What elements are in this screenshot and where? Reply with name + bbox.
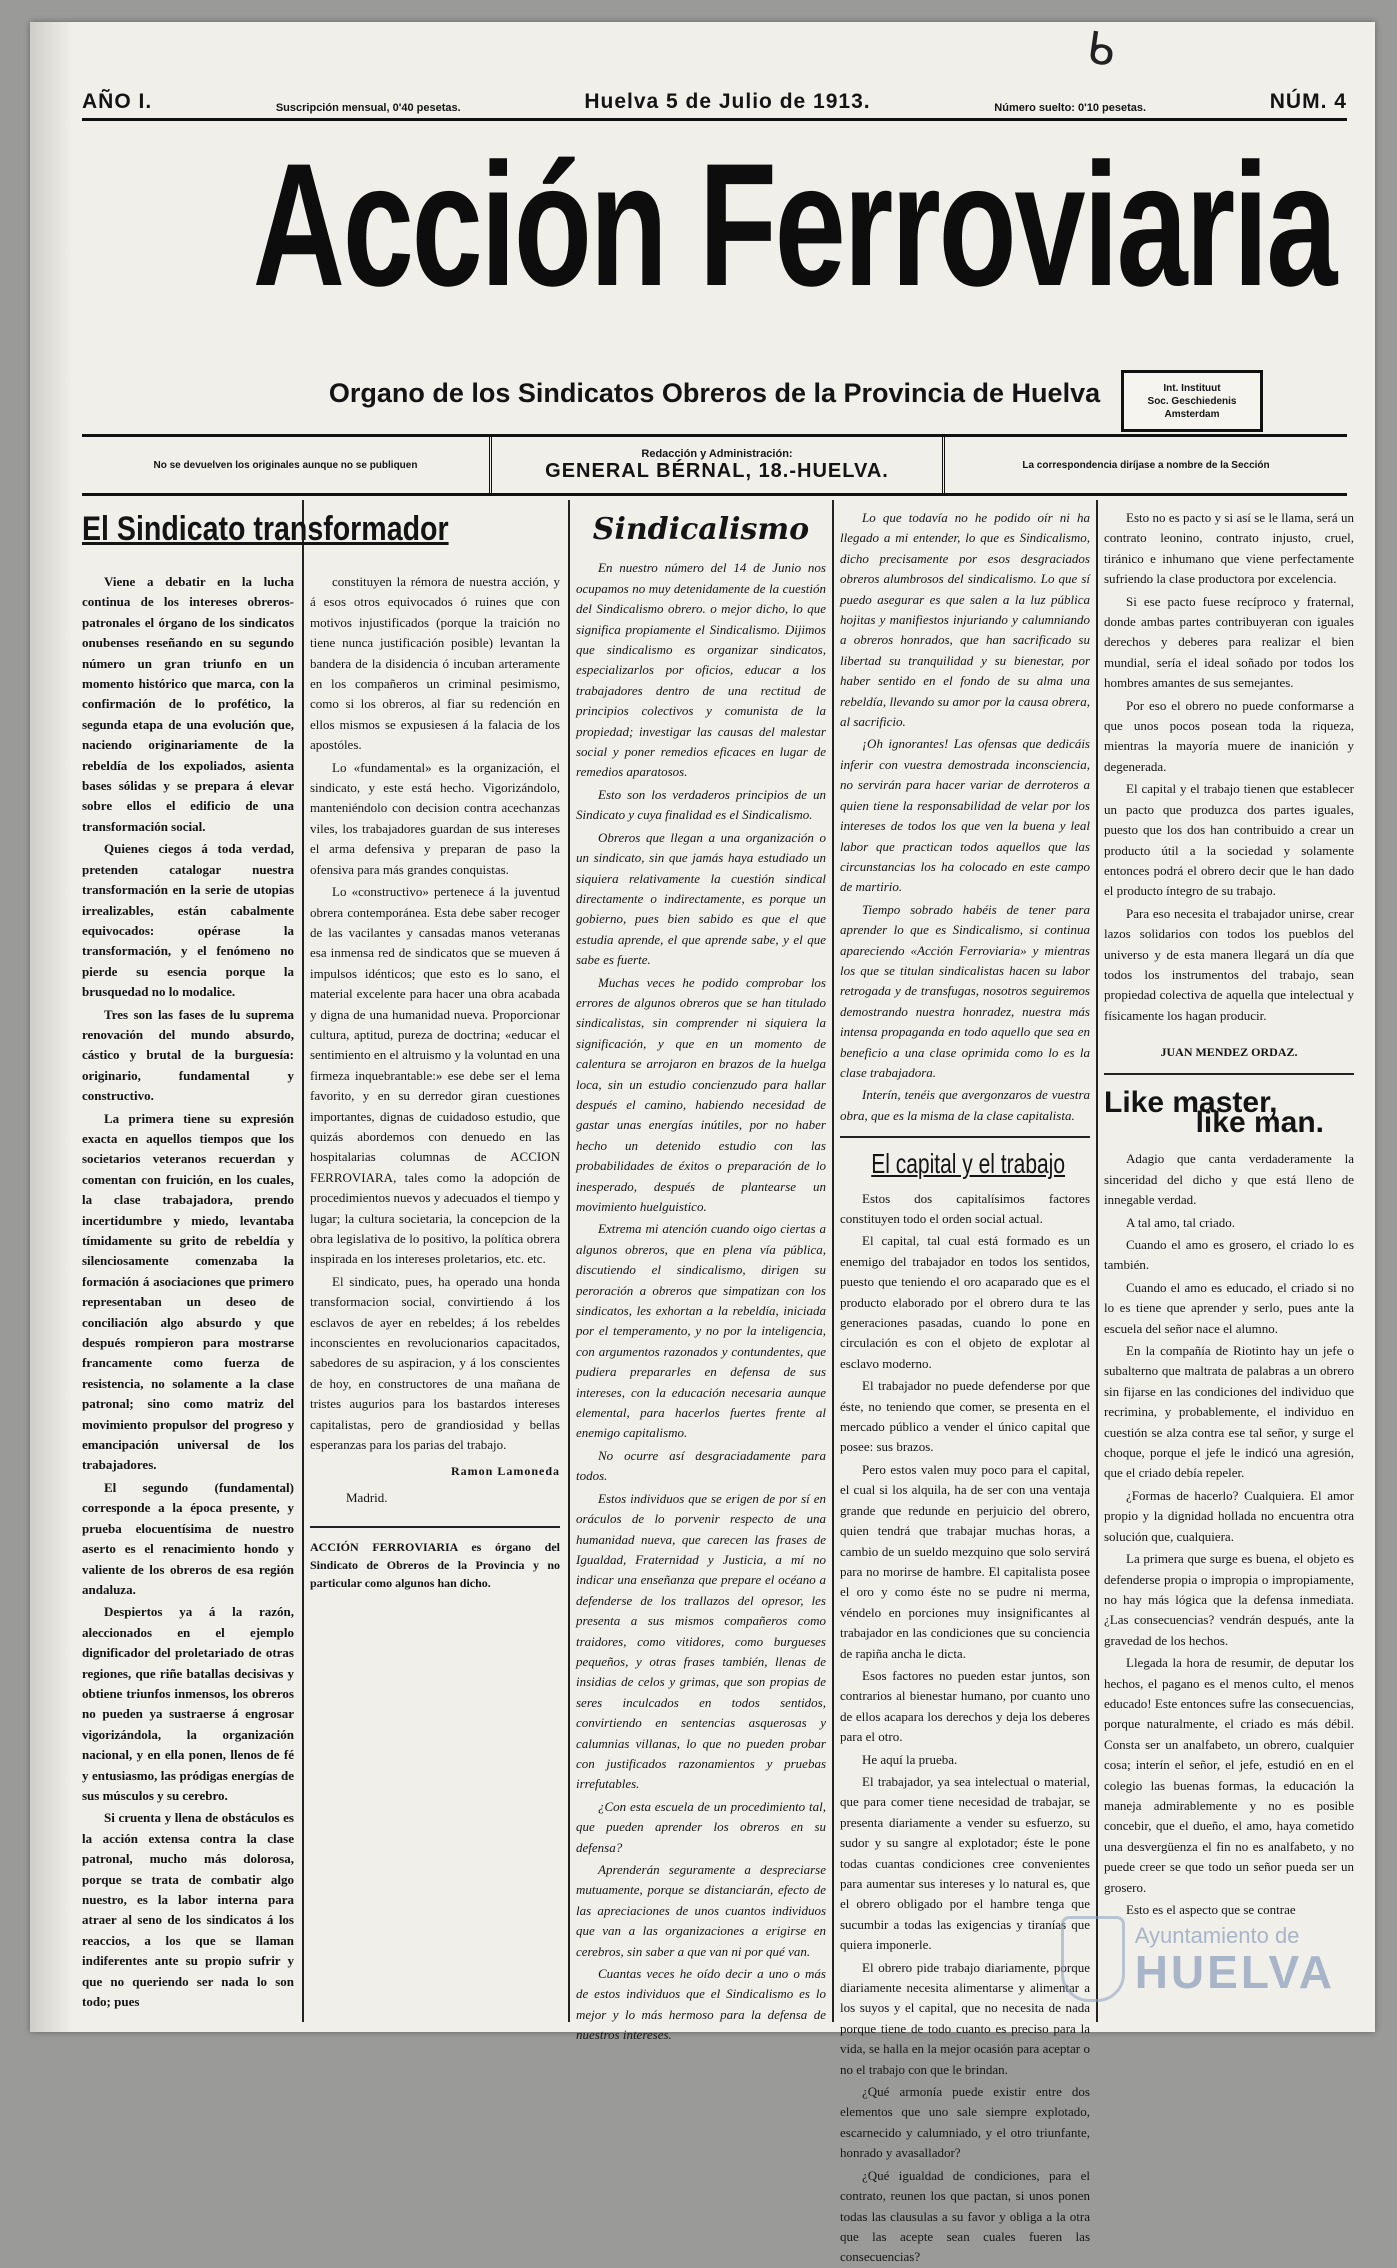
column-rule [568, 500, 570, 2022]
stamp-line: Soc. Geschiedenis [1147, 395, 1237, 407]
article-1-paragraph: constituyen la rémora de nuestra acción, y á esos otros equivocados ó ruines que con motivos injustificados (porque la traición no tiene nunca justificación posible) levantan la bandera de la disidencia ó incuban arteramente en los compañeros un criminal pesimismo, como si los obreros, al fiar su redención en ellos mismos se expusiesen á la falacia de los apostóles. [310, 574, 560, 753]
column-1 [82, 572, 294, 2022]
newspaper-page [30, 22, 1375, 2265]
stamp-line: Int. Instituut [1163, 382, 1221, 394]
column-4 [840, 508, 1090, 2265]
article-3-paragraph: He aquí la prueba. [862, 1751, 958, 1767]
archive-watermark [1061, 1916, 1335, 2002]
article-1-paragraph: Tres son las fases de lu suprema renovación del mundo absurdo, cástico y brutal de la burguesía: originario, fundamental y constructivo. [82, 1006, 294, 1104]
article-2-paragraph: Obreros que llegan a una organización o un sindicato, sin que jamás haya estudiado un siquiera relativamente la cuestión sindical directamente o indirectamente, es porque un gobierno, pues bien sabido es que el que estudia aprende, el que aprende sabe, y el que sabe es fuerte. [576, 829, 826, 968]
article-4-title-line-1: Like master, [1104, 1085, 1278, 1119]
article-1-heading-block [82, 508, 562, 568]
article-1-paragraph: El sindicato, pues, ha operado una honda transformacion social, convirtiendo á los esclavos de ayer en rebeldes; á los rebeldes inconscientes en revolucionarios capacitados, sabedores de su aspiracion, y á los conscientes de hoy, en constructores de una mañana de tristes augurios para los bastardos intereses capitalistas, pero de grandiosidad y bellas esperanzas para los parias del trabajo. [310, 1273, 560, 1453]
section-divider [310, 1526, 560, 1528]
article-2-paragraph: No ocurre así desgraciadamente para todos. [576, 1447, 826, 1484]
article-3-paragraph: El capital y el trabajo tienen que establecer un pacto que produzca dos partes iguales, puesto que los dos han contribuido a crear un producto útil a la sociedad y solamente entonces podrá el obrero decir que le han dado el producto íntegro de su trabajo. [1104, 781, 1354, 899]
issue-date: Huelva 5 de Julio de 1913. [584, 90, 871, 113]
column-rule [302, 500, 304, 2022]
article-1-paragraph: Si cruenta y llena de obstáculos es la acción extensa contra la clase patronal, mucho más dolorosa, porque se trata de combatir algo nuestro, es la labor interna para atraer al seno de los sindicatos á los reaccios, a los que se llaman indiferentes ante su propio sufrir y que no queriendo ser nada lo son todo; pues [82, 1810, 294, 2010]
article-2-paragraph: Cuantas veces he oído decir a uno o más de estos individuos que el Sindicalismo es lo mejor y lo más hermoso para la defensa de nuestros intereses. [576, 1966, 826, 2043]
issue-number: NÚM. 4 [1269, 90, 1347, 113]
article-3-paragraph: ¿Qué armonía puede existir entre dos elementos que uno sale siempre explotado, escarnecido y calumniado, y el otro triunfante, honrado y avasallador? [840, 2084, 1090, 2161]
watermark-line-2: HUELVA [1134, 1946, 1335, 1998]
editorial-street: GENERAL BÉRNAL, 18.-HUELVA. [545, 459, 889, 482]
article-3-paragraph: Pero estos valen muy poco para el capital, el cual si los alquila, ha de ser con una ventaja grande que redunde en perjuicio del obrero, quien tendrá que trabajar muchas horas, a cambio de un sueldo mezquino que solo servirá para no morirse de hambre. El capitalista posee el oro y como éste no se pudre ni merma, véndelo en porciones muy insignificantes al trabajador en las condiciones que su conciencia de rapiña ancha le dicta. [840, 1461, 1090, 1661]
article-2-paragraph: ¡Oh ignorantes! Las ofensas que dedicáis inferir con vuestra demostrada inconsciencia, no servirán para hacer variar de derroteros a quien tiene la responsabilidad de velar por los intereses de todos los que ven la buena y leal labor que practican todos aquellos que las circunstancias los ha colocado en este campo de martirio. [840, 736, 1090, 895]
article-3-signature: JUAN MENDEZ ORDAZ. [1160, 1045, 1298, 1060]
article-1-paragraph: Lo «constructivo» pertenece á la juventud obrera contemporánea. Esta debe saber recoger de las vacilantes y cansadas manos veteranas esa inmensa red de sindicatos que se mueven á impulsos idénticos; que esto es lo sano, el material excelente para hacer una obra acabada y digna de una humanidad nueva. Proporcionar cultura, aptitud, pureza de doctrina; «educar el sentimiento en el altruismo y la voluntad en una firmeza inquebrantable:» ese debe ser el lema favorito, y en su derredor giran cuestiones importantes, dignas de cuidadoso estudio, que quizás abordemos con denuedo en las hospitalarias columnas de ACCION FERROVIARA, tales como la adopción de procedimientos nuevos y adecuados el tiempo y lugar; la cultura societaria, la concepcion de la obra legislativa de lo positivo, la política obrera inspirada en los intereses proletarios, etc. etc. [310, 884, 560, 1267]
masthead-title: Acción Ferroviaria [252, 128, 1336, 323]
article-3-paragraph: El trabajador no puede defenderse por que éste, no teniendo que comer, se presenta en el mercado público a vender el único capital que posee: sus brazos. [840, 1378, 1090, 1455]
article-4-paragraph: Cuando el amo es educado, el criado si no lo es tiene que aprender y serlo, pues ante la escuela del señor nace el alumno. [1104, 1279, 1354, 1336]
editorial-address [492, 437, 945, 493]
single-number-price: Número suelto: 0'10 pesetas. [994, 102, 1147, 114]
column-rule [1096, 500, 1098, 2022]
header-line [82, 80, 1347, 121]
article-1-paragraph: Quienes ciegos á toda verdad, pretenden catalogar nuestra transformación en la serie de utopias irrealizables, están cabalmente equivocados: opérase la transformación, y el fenómeno no pierde su esencia porque la brusquedad no lo modalice. [82, 841, 294, 1000]
article-2-paragraph: ¿Con esta escuela de un procedimiento tal, que pueden aprender los obreros en su defensa? [576, 1798, 826, 1855]
column-rule [832, 500, 834, 2022]
column-5 [1104, 508, 1354, 2022]
watermark-line-1: Ayuntamiento de [1134, 1923, 1300, 1948]
article-4-paragraph: Cuando el amo es grosero, el criado lo es también. [1104, 1237, 1354, 1273]
article-2-paragraph: Tiempo sobrado habéis de tener para aprender lo que es Sindicalismo, si continua apareciendo «Acción Ferroviaria» y mientras los que se titulan sindicalistas hacen su labor retrogada y de transfugas, nosotros seguiremos demostrando nuestra honradez, nuestra más intensa propaganda en todo aquello que sea en beneficio a una clase oprimida como lo es la clase trabajadora. [840, 901, 1090, 1080]
article-4-paragraph: En la compañía de Riotinto hay un jefe o subalterno que maltrata de palabras a un obrero sin fijarse en las condiciones del individuo que recrimina, y probablemente, el individuo en cuestión se alza contra ese tal señor, y surge el choque, porque el jefe le indicó una agresión, que el criado debía repeler. [1104, 1343, 1354, 1481]
article-2-paragraph: Estos individuos que se erigen de por sí en oráculos de lo porvenir respecto de una humanidad nueva, que carecen las frases de Igualdad, Fraternidad y Justicia, a mí no indicar una enseñanza que prepare el océano a defenderse de los trallazos del opresor, les presenta a sus mismos compañeros como traidores, como vitidores, como burgueses pequeños, y otras frases también, llenas de insidias de celos y grimas, que son propias de seres inculcados en todos sentidos, convirtiendo en sentencias asquerosas y calumnias villanas, lo que no pueden probar con justificados razonamientos y pruebas irrefutables. [576, 1490, 826, 1792]
article-3-title: El capital y el trabajo [871, 1148, 1066, 1180]
article-2-paragraph: Muchas veces he podido comprobar los errores de algunos obreros que se han titulado sindicalistas, sin comprender ni siquiera la significación, y que en un momento de calentura se arrojaron en brazos de la huelga loca, sin un estudio concienzudo para hallar después el camino, habiendo necesidad de gastar unas energías inútiles, por no haber hecho un detenido estudio con las probabilidades de éxitos o preparación de lo inesperado, después de plantearse un movimiento huelguistico. [576, 974, 826, 1214]
correspondence-notice: La correspondencia diríjase a nombre de la Sección [1022, 459, 1270, 471]
article-1-paragraph: La primera tiene su expresión exacta en aquellos tiempos que los societarios veteranos recuerdan y comentan con fruición, en los cuales, la clase trabajadora, prendo incertidumbre y miedo, levantaba tímidamente su grito de rebeldía y silenciosamente comenzaba la formación á asociaciones que primero representaban un deseo de conciliación algo absurdo y que después rompieron para mostrarse francamente como fuerza de resistencia, no solamente a la clase patronal; sino como matriz del movimiento propulsor del progreso y emancipación universal de los trabajadores. [82, 1110, 294, 1473]
article-1-signature: Ramon Lamoneda [450, 1464, 560, 1479]
city-crest-icon [1061, 1916, 1125, 2002]
article-4-paragraph: Adagio que canta verdaderamente la sinceridad del dicho y que está lleno de innegable verdad. [1104, 1151, 1354, 1208]
page-edge-shadow [30, 22, 72, 2032]
article-2-paragraph: En nuestro número del 14 de Junio nos ocupamos no muy detenidamente de la cuestión del Sindicalismo obrero. o mejor dicho, lo que significa propiamente el Sindicalismo. Dijimos que sindicalismo es organizar sindicatos, especializarlos por oficios, educar a los trabajadores dentro de una rectitud de principios colectivos y comunista de la propiedad; investigar las causas del malestar social y poner remedios eficaces en lugar de remedios aparatosos. [576, 560, 826, 780]
article-3-paragraph: Estos dos capitalísimos factores constituyen todo el orden social actual. [840, 1190, 1090, 1226]
article-1-place: Madrid. [346, 1489, 388, 1505]
section-divider [840, 1136, 1090, 1138]
editorial-label: Redacción y Administración: [641, 447, 793, 460]
article-4-title-line-2: like man. [1195, 1105, 1324, 1139]
stamp-line: Amsterdam [1164, 408, 1220, 420]
article-1-paragraph: Lo «fundamental» es la organización, el sindicato, y este está hecho. Vigorizándolo, manteniéndolo con decision contra acechanzas viles, los trabajadores guardan de sus intereses el arma defensiva y preparan de paso la ofensiva para más grandes conquistas. [310, 759, 560, 877]
article-1-paragraph: Despiertos ya á la razón, aleccionados en el ejemplo dignificador del proletariado de otras regiones, que riñe batallas decisivas y obtiene triunfos inmensos, los obreros no pueden ya sustraerse á engrosar vigorizándola, la organización nacional, y en ella ponen, llenos de fé y entusiasmo, las pródigas energías de sus músculos y su cerebro. [82, 1604, 294, 1803]
article-3-paragraph: El obrero pide trabajo diariamente, porque diariamente necesita alimentarse y alimentar a los suyos y el capital, que no necesita de nada porque tiene de todo cuanto es preciso para la vida, se halla en la mejor ocasión para aceptar o no el trabajo con que le brindan. [840, 1959, 1090, 2077]
article-2-paragraph: Interín, tenéis que avergonzaros de vuestra obra, que es la misma de la clase capitalista. [840, 1087, 1090, 1123]
article-4-paragraph: Esto es el aspecto que se contrae [1126, 1902, 1296, 1917]
article-4-paragraph: Llegada la hora de resumir, de deputar los hechos, el pagano es el menos culto, el menos educado! Este entonces sufre las consecuencias, porque naturalmente, el criado es más débil. Consta ser un analfabeto, un obrero, cualquier cosa; interín el señor, el jefe, estudió en en el colegio las buenas formas, la educación la maneja admirablemente y no es posible concebir, que el dueño, el amo, haya cometido una desvergüenza el fin no es analfabeto, y no puede creer se que todo un señor pueda ser un grosero. [1104, 1655, 1354, 1895]
article-3-paragraph: Si ese pacto fuese recíproco y fraternal, donde ambas partes contribuyeran con iguales derechos y deberes para realizar el bien mundial, sería el ideal soñado por todos los hombres amantes de sus semejantes. [1104, 593, 1354, 691]
column-2 [310, 572, 560, 2022]
article-2-title: Sindicalismo [592, 512, 810, 547]
article-4-paragraph: A tal amo, tal criado. [1126, 1214, 1236, 1230]
column-3 [576, 508, 826, 2043]
article-3-paragraph: Para eso necesita el trabajador unirse, crear lazos solidarios con todos los pueblos del universo y de esta manera llegará un día que todos los instrumentos del trabajo, sean propiedad colectiva de aquella que intelectual y físicamente los hagan producir. [1104, 905, 1354, 1023]
year-label: AÑO I. [82, 90, 153, 113]
article-2-paragraph: Aprenderán seguramente a despreciarse mutuamente, porque se distanciarán, efecto de las apreciaciones de unos cuantos individuos que van a las organizaciones a erigirse en cerebros, sin saber a que van ni por qué van. [576, 1862, 826, 1959]
article-3-paragraph: El capital, tal cual está formado es un enemigo del trabajador en todos los sentidos, puesto que teniendo el oro acaparado que es el producto elaborado por el obrero dura te las generaciones pasadas, cuando lo pone en circulación es con el objeto de explotar al esclavo moderno. [840, 1233, 1090, 1371]
archive-stamp [1121, 370, 1263, 432]
article-2-paragraph: Extrema mi atención cuando oigo ciertas a algunos obreros, que en plena vía pública, discutiendo el sindicalismo, dirigen su peroración a obreros que simpatizan con los sindicatos, les exhortan a la rebeldía, iniciada por el temperamento, y no por la inteligencia, con argumentos razonados y contundentes, que pudiera prepararles en defensa de sus intereses, con la educación necesaria aunque elemental, para hacerlos fuertes frente al enemigo capitalismo. [576, 1221, 826, 1441]
article-4-paragraph: ¿Formas de hacerlo? Cualquiera. El amor propio y la dignidad hollada no encuentra otra solución que, cualquiera. [1104, 1487, 1354, 1544]
article-3-paragraph: Esto no es pacto y si así se le llama, será un contrato leonino, contrato injusto, cruel, tiránico e inhumano que viene perfectamente sufriendo la clase productora por excelencia. [1104, 510, 1354, 587]
ownership-note: ACCIÓN FERROVIARIA es órgano del Sindicato de Obreros de la Provincia y no particular como algunos han dicho. [310, 1540, 560, 1591]
originals-notice: No se devuelven los originales aunque no se publiquen [82, 437, 492, 493]
article-3-paragraph: ¿Qué igualdad de condiciones, para el contrato, reunen los que pactan, si unos ponen todas las clausulas a su favor y obliga a la otra que las acepte sean cuales fueren las consecuencias? [840, 2167, 1090, 2265]
article-3-paragraph: El trabajador, ya sea intelectual o material, que para comer tiene necesidad de trabajar, se presenta diariamente a vender su esfuerzo, su sudor y su sangre al explotador; éste le pone todas cuantas condiciones cree convenientes para aumentar sus intereses y lo natural es, que el obrero obligado por el hambre tenga que sucumbir a todas las exigencias y tiranías que quiera imponerle. [840, 1773, 1090, 1953]
article-1-paragraph: Viene a debatir en la lucha continua de los intereses obreros-patronales el órgano de los sindicatos onubenses reseñando en su segundo número un gran triunfo en un momento histórico que marca, con la confirmación de lo profético, la segunda etapa de una evolución que, naciendo originariamente de la rebeldía de los expoliados, asienta bases sólidas y se prepara á elevar sobre ellos el edificio de una transformación social. [82, 574, 294, 834]
article-3-paragraph: Por eso el obrero no puede conformarse a que unos pocos posean toda la riqueza, mientras la mayoría muere de inanición y degenerada. [1104, 697, 1354, 774]
article-4-paragraph: La primera que surge es buena, el objeto es defenderse propia o impropia o impropiamente, no hay más lógica que la defensa inmediata. ¿Las consecuencias? vendrán después, ante la gravedad de los hechos. [1104, 1551, 1354, 1648]
subscription-label: Suscripción mensual, 0'40 pesetas. [275, 102, 461, 114]
section-divider [1104, 1073, 1354, 1075]
article-1-paragraph: El segundo (fundamental) corresponde a la época presente, y prueba elocuentísima de nuestro aserto es el renacimiento hondo y valiente de los obreros de esa región andaluza. [82, 1479, 294, 1597]
masthead-subtitle: Organo de los Sindicatos Obreros de la Provincia de Huelva [328, 378, 1101, 408]
article-2-paragraph: Esto son los verdaderos principios de un Sindicato y cuya finalidad es el Sindicalismo. [576, 786, 826, 823]
article-3-paragraph: Esos factores no pueden estar juntos, son contrarios al bienestar humano, por cuanto uno de ellos acapara los derechos y deja los deberes para el otro. [840, 1667, 1090, 1745]
article-2-paragraph: Lo que todavía no he podido oír ni ha llegado a mi entender, lo que es Sindicalismo, dicho precisamente por esos desgraciados obreros alumbrosos del sindicalismo. Lo que sí puedo asegurar es que salen a la luz pública hojitas y manifiestos injuriando y calumniando a obreros honrados, que han sacrificado su libertad su tranquilidad y su bienestar, por haber sentido en el fondo de su alma una rebeldía, llevando su amor por la causa obrera, al sacrificio. [840, 510, 1090, 730]
info-bar [82, 434, 1347, 496]
article-1-title: El Sindicato transformador [82, 510, 449, 548]
handwritten-mark: ᑲ [1083, 22, 1119, 77]
